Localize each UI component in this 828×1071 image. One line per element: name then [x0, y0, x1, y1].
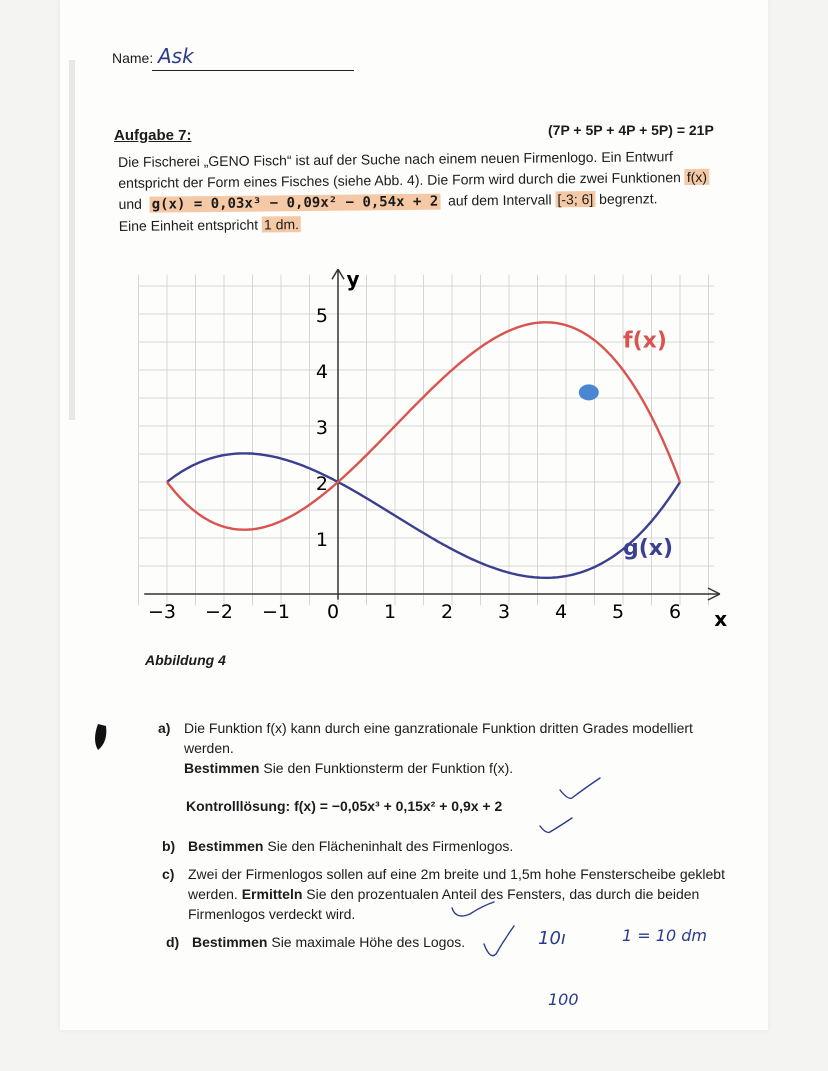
binder-hole-mark	[95, 724, 106, 750]
x-tick-label: 0	[326, 601, 340, 623]
x-tick-label: 2	[440, 601, 454, 623]
question-d-task: Sie maximale Höhe des Logos.	[271, 934, 466, 950]
highlight-interval: [-3; 6]	[557, 191, 594, 208]
x-tick-label: 5	[611, 601, 625, 623]
question-a-task: Sie den Funktionsterm der Funktion f(x).	[263, 760, 514, 776]
gx-label: g(x)	[151, 196, 186, 213]
name-value: Ask	[158, 44, 194, 68]
question-b-verb: Bestimmen	[188, 838, 264, 854]
control-solution: Kontrolllösung: f(x) = −0,05x³ + 0,15x² + 0,9x + 2	[186, 798, 503, 814]
handwritten-note-2: 1 = 10 dm	[622, 926, 707, 945]
interval-text: auf dem Intervall	[447, 191, 552, 209]
question-b-task: Sie den Flächeninhalt des Firmenlogos.	[267, 838, 514, 854]
figure-caption: Abbildung 4	[145, 652, 226, 668]
x-tick-label: −2	[204, 601, 234, 623]
question-c-task: Sie den prozentualen Anteil des Fensters, das durch die beiden	[306, 886, 700, 902]
question-d-label: d)	[166, 934, 180, 950]
label-fx: f(x)	[623, 328, 667, 354]
axis-label-y: y	[346, 267, 360, 291]
question-c-line-1: Zwei der Firmenlogos sollen auf eine 2m breite und 1,5m hohe Fensterscheibe geklebt	[188, 866, 725, 882]
question-c-werden: werden.	[188, 886, 238, 902]
x-tick-label: −3	[147, 601, 177, 623]
label-gx: g(x)	[623, 535, 674, 561]
intro-line-1: Die Fischerei „GENO Fisch“ ist auf der Suche nach einem neuen Firmenlogo. Ein Entwurf	[118, 148, 673, 170]
intro-line-2-text: entspricht der Form eines Fisches (siehe Abb. 4). Die Form wird durch die zwei Funktionen	[118, 169, 681, 191]
begrenzt-text: begrenzt.	[599, 190, 658, 207]
y-tick-label: 4	[315, 361, 328, 383]
highlight-fx: f(x)	[686, 168, 708, 186]
x-tick-label: 3	[497, 601, 511, 623]
question-c-line-3: Firmenlogos verdeckt wird.	[188, 906, 356, 922]
question-a-verb: Bestimmen	[184, 760, 260, 776]
question-a-line-2: werden.	[184, 740, 234, 756]
name-label: Name:	[112, 50, 154, 66]
checkmark-a	[560, 778, 600, 798]
checkmark-b	[540, 818, 572, 832]
task-points: (7P + 5P + 4P + 5P) = 21P	[548, 122, 714, 138]
question-a-line-1: Die Funktion f(x) kann durch eine ganzrationale Funktion dritten Grades modelliert	[184, 720, 693, 736]
handwritten-note-3: 100	[548, 990, 579, 1009]
question-b-label: b)	[162, 838, 176, 854]
question-d-verb: Bestimmen	[192, 934, 268, 950]
y-tick-label: 5	[315, 305, 328, 327]
y-tick-label: 1	[315, 529, 328, 551]
x-tick-label: 6	[668, 601, 682, 623]
question-c-verb: Ermitteln	[241, 886, 303, 902]
y-tick-label: 2	[315, 473, 328, 495]
gx-formula: = 0,03x³ − 0,09x² − 0,54x + 2	[193, 193, 439, 213]
unit-text: Eine Einheit entspricht	[118, 216, 259, 234]
highlight-unit: 1 dm.	[263, 216, 300, 233]
axis-label-x: x	[714, 607, 728, 631]
x-tick-label: 4	[554, 601, 568, 623]
question-c-label: c)	[162, 866, 175, 882]
mark-c	[452, 902, 494, 916]
checkmark-d	[484, 926, 514, 956]
y-tick-label: 3	[315, 417, 328, 439]
task-title: Aufgabe 7:	[114, 127, 192, 144]
x-tick-label: −1	[261, 601, 291, 623]
handwritten-note-1: 10ı	[538, 928, 566, 949]
intro-line-3-und: und	[118, 195, 142, 212]
question-a-label: a)	[158, 720, 171, 736]
x-tick-label: 1	[383, 601, 397, 623]
